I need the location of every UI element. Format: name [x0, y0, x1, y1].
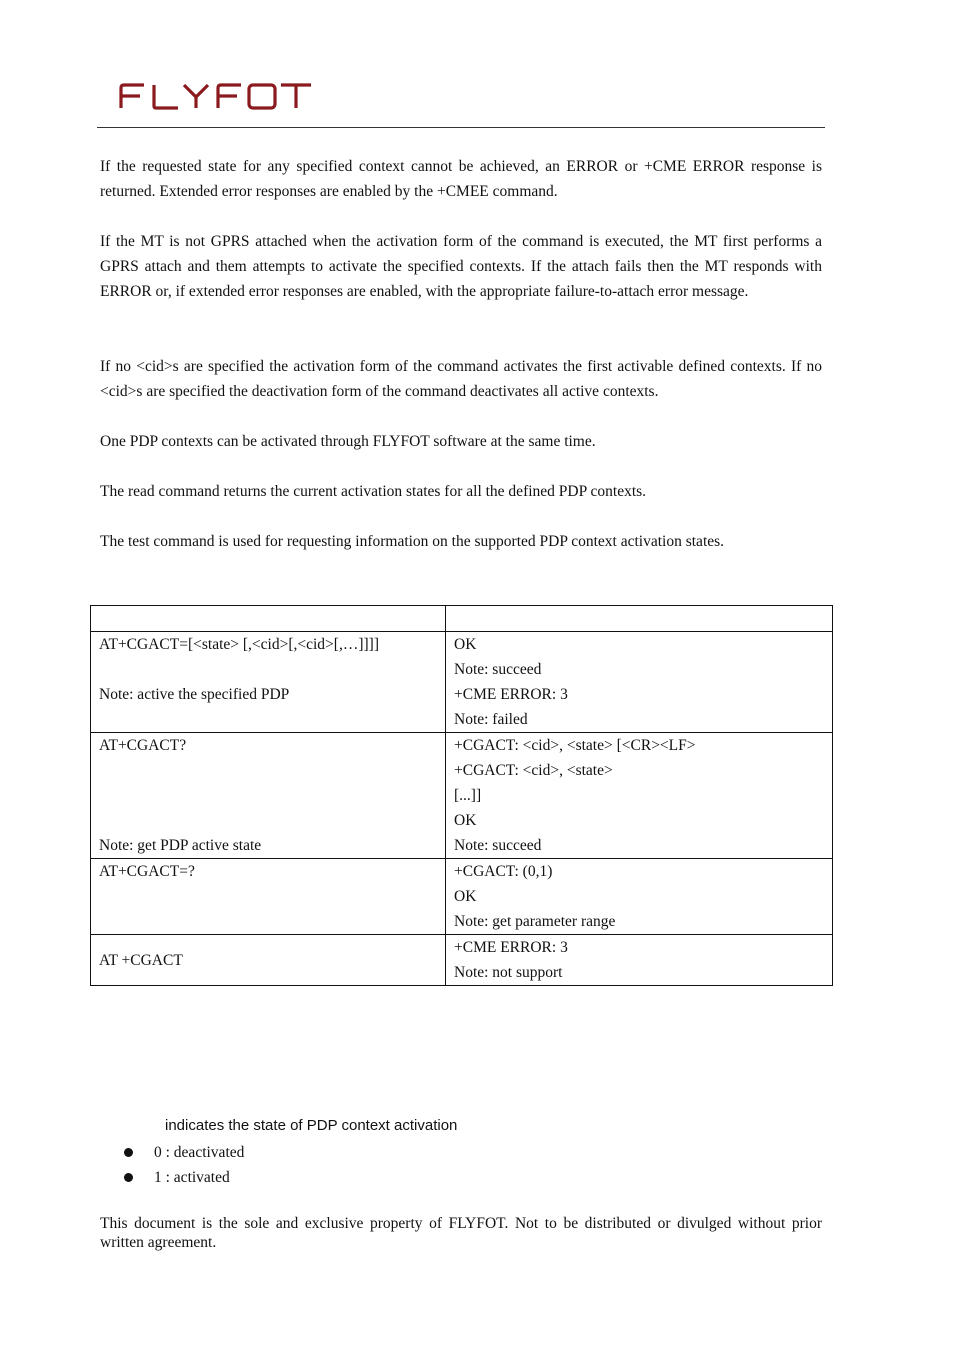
command-note: Note: get PDP active state: [99, 837, 262, 854]
state-values-list: [122, 1140, 244, 1190]
command-cell: [91, 632, 446, 733]
response-line: +CGACT: (0,1): [454, 863, 553, 880]
paragraph-read-command: The read command returns the current activation states for all the defined PDP contexts.: [100, 483, 647, 500]
paragraph-test-command: The test command is used for requesting information on the supported PDP context activation states.: [100, 533, 725, 550]
header-divider: [97, 127, 825, 128]
state-value-text: 0 : deactivated: [154, 1144, 245, 1161]
logo-graphic: [118, 80, 314, 114]
response-line: OK: [454, 888, 477, 905]
spacer-line: [99, 657, 437, 682]
response-line: +CGACT: <cid>, <state>: [454, 762, 613, 779]
response-cell: [446, 859, 833, 935]
paragraph-no-cid: If no <cid>s are specified the activation form of the command activates the first activable defined contexts. If no <cid>s are specified the deactivation form of the command deactivates all active contexts.: [100, 358, 822, 400]
response-line: +CME ERROR: 3: [454, 686, 568, 703]
command-text: AT+CGACT=?: [99, 863, 195, 880]
table-row: [91, 733, 833, 859]
command-text: AT +CGACT: [99, 951, 183, 969]
response-line: OK: [454, 636, 477, 653]
table-header-command: [91, 606, 446, 632]
response-cell: [446, 935, 833, 986]
response-line: Note: not support: [454, 964, 563, 981]
state-value-text: 1 : activated: [154, 1169, 230, 1186]
paragraph-gprs-attach: If the MT is not GPRS attached when the activation form of the command is executed, the MT first performs a GPRS attach and them attempts to activate the specified contexts. If the attach fails then the MT responds with ERROR or, if extended error responses are enabled, with the appropriate failure-to-attach error message.: [100, 233, 822, 300]
state-parameter-description: indicates the state of PDP context activation: [165, 1117, 458, 1134]
table-row: [91, 632, 833, 733]
list-item: [122, 1165, 244, 1190]
paragraph-error-response: If the requested state for any specified context cannot be achieved, an ERROR or +CME ERROR response is returned. Extended error responses are enabled by the +CMEE command.: [100, 158, 822, 200]
paragraph-one-context: One PDP contexts can be activated through FLYFOT software at the same time.: [100, 433, 596, 450]
response-line: Note: succeed: [454, 837, 542, 854]
command-table: [90, 605, 833, 986]
table-header-row: [91, 606, 833, 632]
command-cell: [91, 859, 446, 935]
table-row: [91, 935, 833, 986]
response-line: Note: get parameter range: [454, 913, 616, 930]
footer-notice: This document is the sole and exclusive property of FLYFOT. Not to be distributed or divulged without prior written agreement.: [100, 1215, 822, 1251]
response-cell: [446, 733, 833, 859]
response-line: +CME ERROR: 3: [454, 939, 568, 956]
command-cell: [91, 733, 446, 859]
response-cell: [446, 632, 833, 733]
response-line: Note: succeed: [454, 661, 542, 678]
response-line: OK: [454, 812, 477, 829]
command-cell: [91, 935, 446, 986]
response-line: +CGACT: <cid>, <state> [<CR><LF>: [454, 737, 696, 754]
table-header-response: [446, 606, 833, 632]
table-row: [91, 859, 833, 935]
command-note: Note: active the specified PDP: [99, 686, 290, 703]
bullet-icon: [124, 1173, 133, 1182]
flyfot-logo: [118, 80, 314, 114]
list-item: [122, 1140, 244, 1165]
command-text: AT+CGACT=[<state> [,<cid>[,<cid>[,…]]]]: [99, 636, 379, 653]
response-line: [...]]: [454, 787, 482, 804]
bullet-icon: [124, 1148, 133, 1157]
command-text: AT+CGACT?: [99, 737, 187, 754]
response-line: Note: failed: [454, 711, 528, 728]
